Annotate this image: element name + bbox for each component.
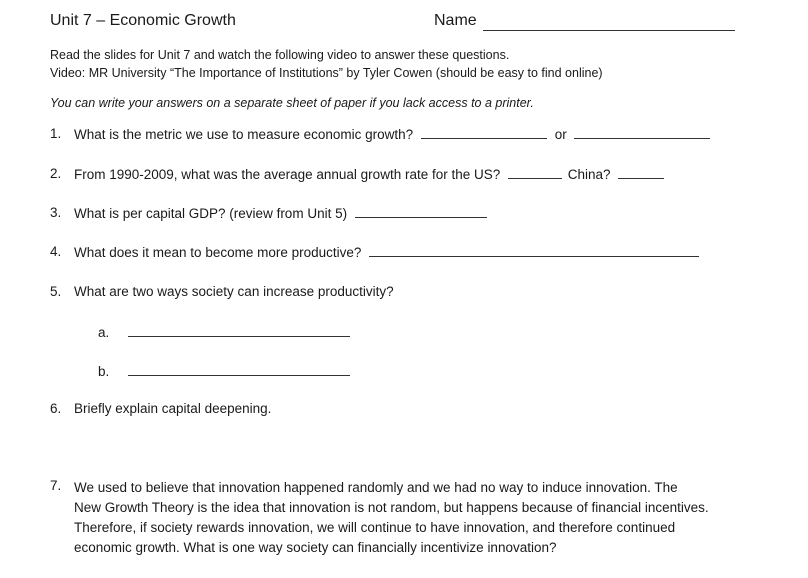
question-text: What is per capital GDP? (review from Unit 5) (74, 206, 348, 221)
question-text-line: Therefore, if society rewards innovation, we will continue to have innovation, and therefore continued (74, 520, 676, 535)
sub-label: a. (98, 325, 110, 340)
question-text: From 1990-2009, what was the average annual growth rate for the US? (74, 167, 501, 182)
question-text: Briefly explain capital deepening. (74, 401, 272, 416)
header (50, 12, 750, 34)
sub-label: b. (98, 364, 110, 379)
name-label: Name (434, 12, 477, 29)
answer-blank[interactable] (369, 244, 699, 257)
question-number: 3. (50, 205, 62, 220)
answer-blank[interactable] (128, 363, 350, 376)
question-text: What is the metric we use to measure economic growth? (74, 127, 414, 142)
answer-blank[interactable] (421, 126, 547, 139)
question-number: 1. (50, 126, 62, 141)
name-blank[interactable] (483, 30, 735, 31)
instructions-line-1: Read the slides for Unit 7 and watch the following video to answer these questions. (50, 48, 510, 62)
instructions-note: You can write your answers on a separate sheet of paper if you lack access to a printer. (50, 96, 534, 110)
answer-blank-china[interactable] (618, 166, 664, 179)
answer-blank-us[interactable] (508, 166, 562, 179)
question-number: 2. (50, 166, 62, 181)
question-5-part-a (98, 324, 350, 340)
instructions-video-line: Video: MR University “The Importance of Institutions” by Tyler Cowen (should be easy to find online) (50, 66, 603, 80)
question-5-part-b (98, 363, 350, 379)
question-text-line: New Growth Theory is the idea that innovation is not random, but happens because of financial incentives. (74, 500, 709, 515)
question-text: What does it mean to become more productive? (74, 245, 362, 260)
question-number: 5. (50, 284, 62, 299)
or-label: or (554, 127, 567, 142)
answer-blank[interactable] (128, 324, 350, 337)
page-title: Unit 7 – Economic Growth (50, 12, 236, 29)
question-text: What are two ways society can increase productivity? (74, 284, 394, 299)
question-text-line: We used to believe that innovation happened randomly and we had no way to induce innovation. The (74, 480, 678, 495)
question-text-line: economic growth. What is one way society can financially incentivize innovation? (74, 540, 557, 555)
china-label: China? (567, 167, 611, 182)
question-text (74, 478, 774, 558)
question-number: 4. (50, 244, 62, 259)
question-number: 6. (50, 401, 62, 416)
question-number: 7. (50, 478, 62, 493)
answer-blank[interactable] (574, 126, 710, 139)
answer-blank[interactable] (355, 205, 487, 218)
